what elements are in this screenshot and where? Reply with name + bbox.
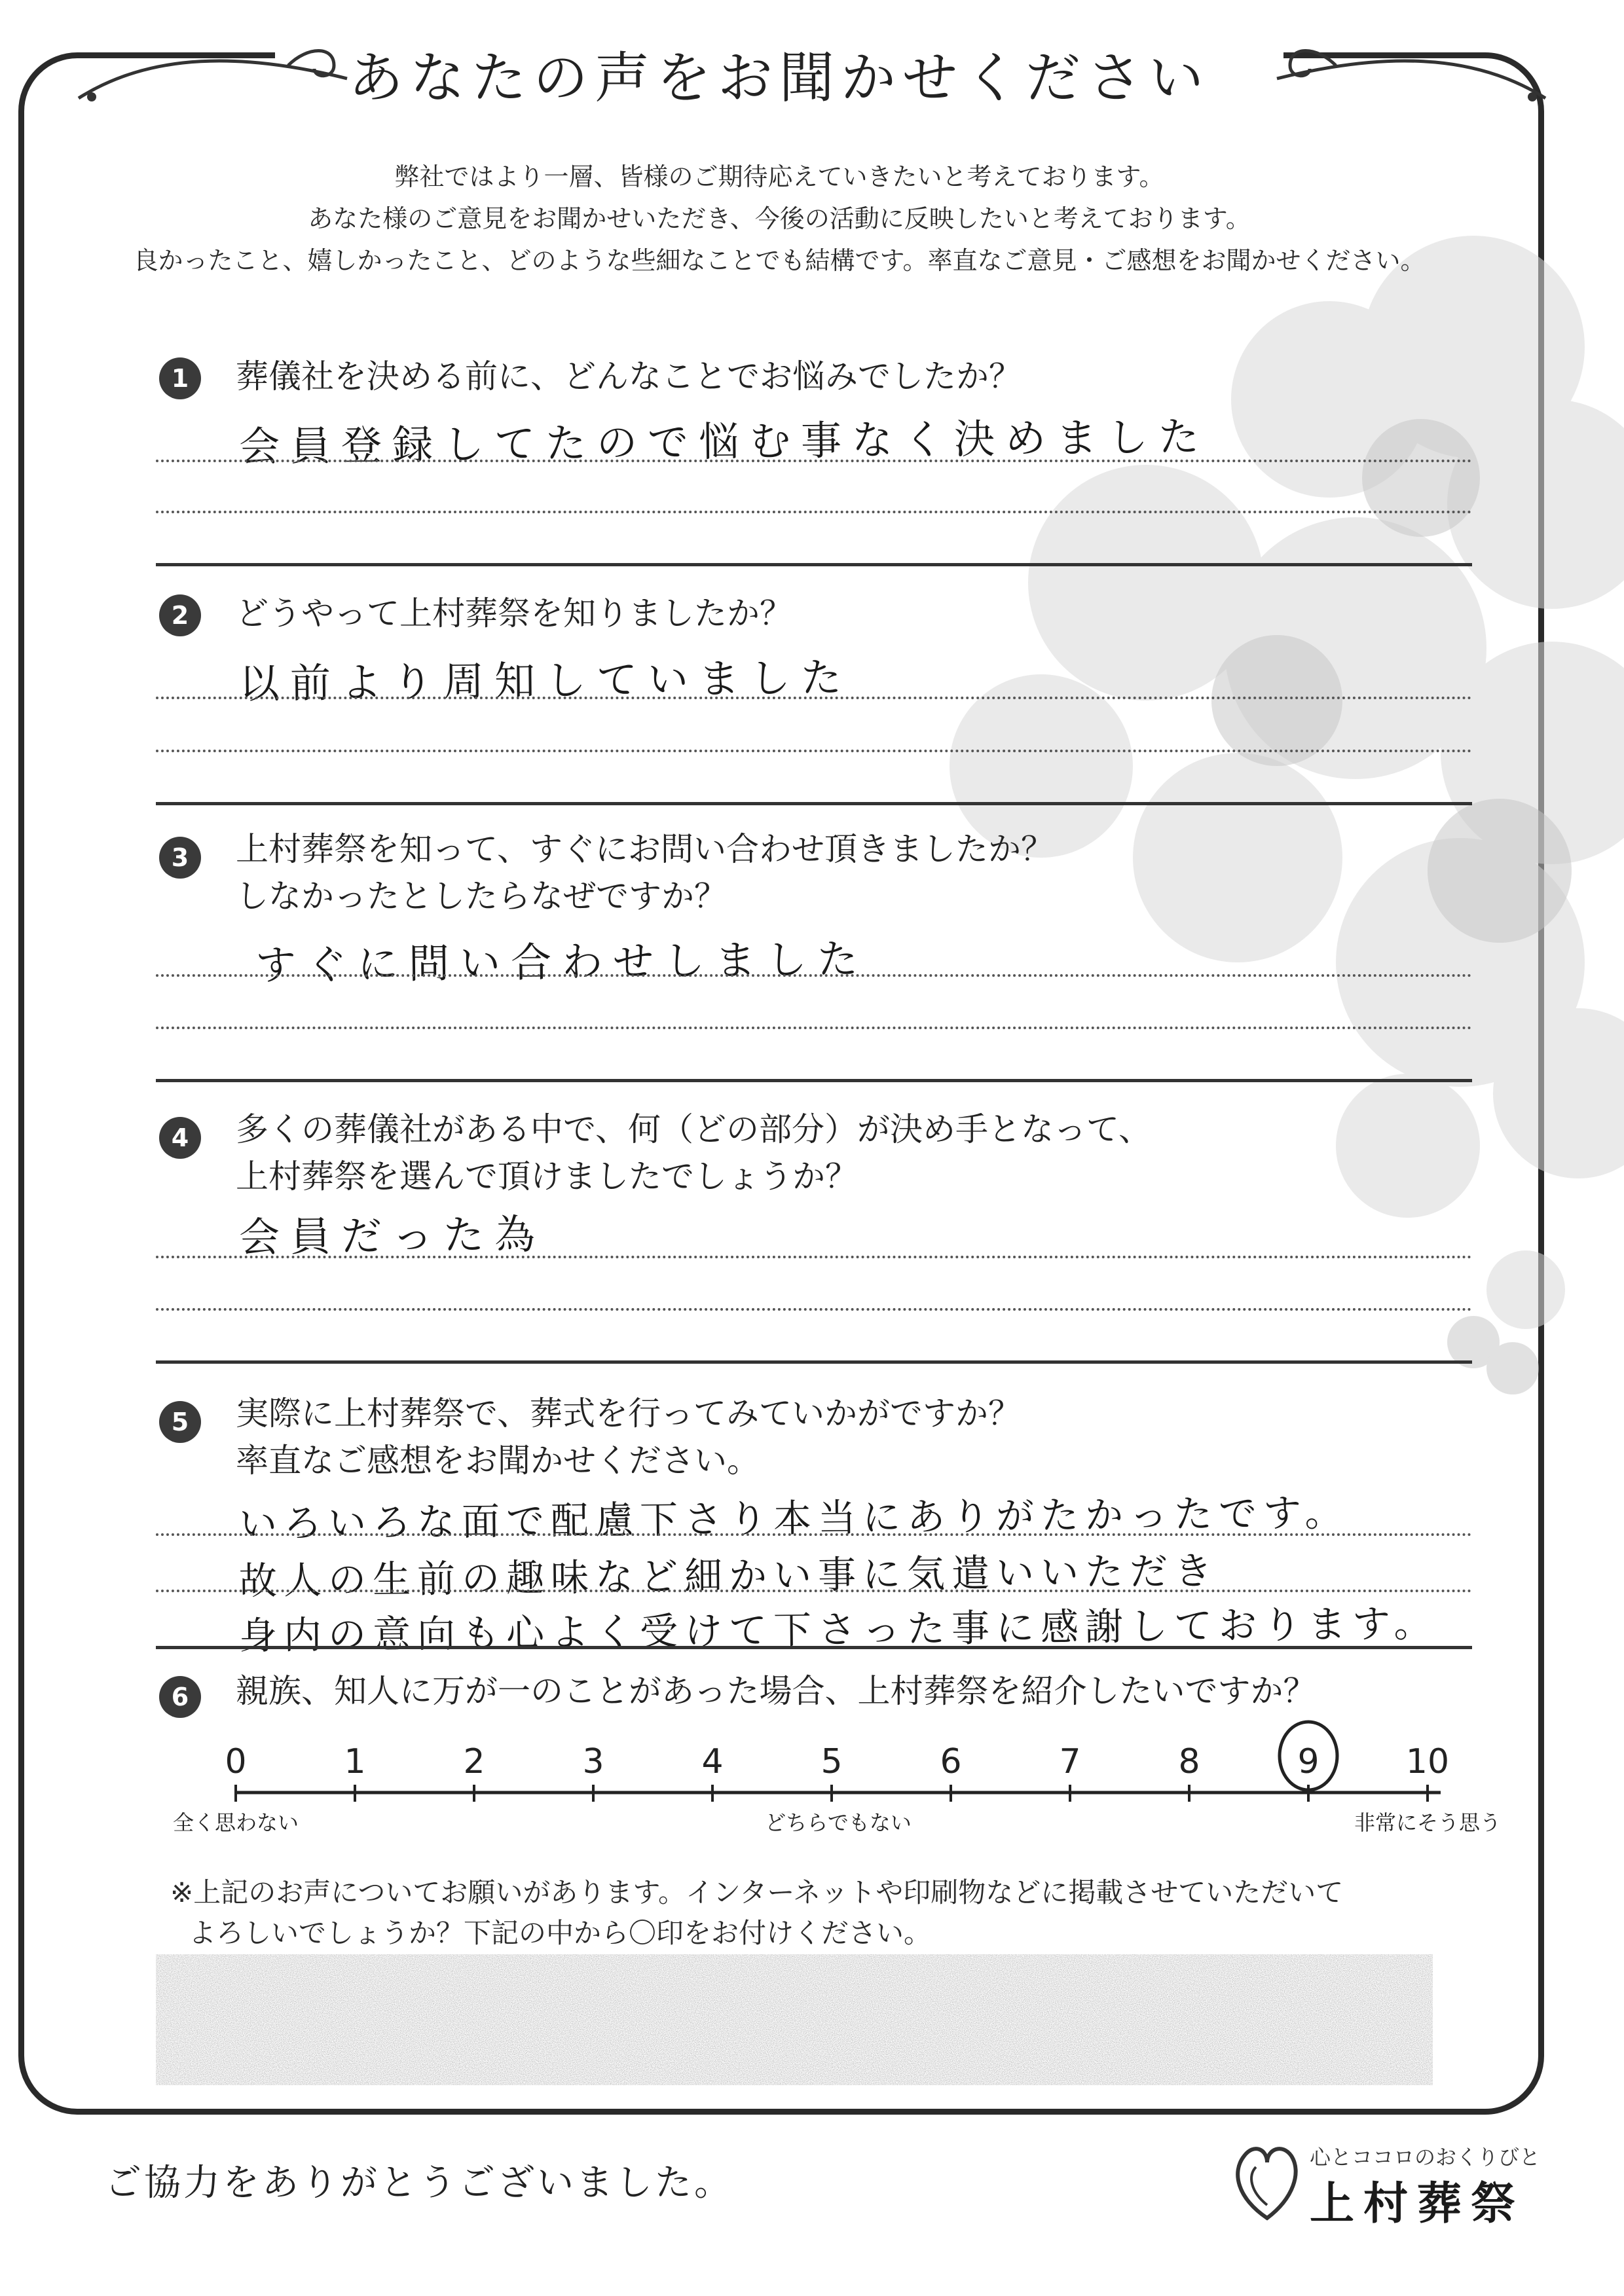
question-text: 上村葬祭を選んで頂けましたでしょうか？	[236, 1157, 858, 1195]
answer-line	[156, 460, 1472, 462]
notice-line: よろしいでしょうか？下記の中から〇印をお付けください。	[189, 1917, 932, 1949]
answer-line	[156, 1308, 1472, 1311]
publication-notice	[170, 1872, 1343, 1954]
section-divider	[156, 1646, 1472, 1649]
intro-line: 良かったこと、嬉しかったこと、どのような些細なことでも結構です。率直なご意見・ご感想をお聞かせください。	[133, 246, 1426, 275]
intro-text	[59, 156, 1500, 282]
intro-line: 弊社ではより一層、皆様のご期待応えていきたいと考えております。	[394, 162, 1164, 191]
question-text: 率直なご感想をお聞かせください。	[236, 1442, 760, 1480]
handwritten-answer: 以前より周知していました	[238, 653, 853, 708]
question-number-badge: 4	[159, 1117, 201, 1159]
answer-line	[156, 1256, 1472, 1258]
handwritten-answer: 会員だった為	[238, 1210, 546, 1262]
scale-label-middle: どちらでもない	[765, 1810, 912, 1835]
question-text: 実際に上村葬祭で、葬式を行ってみていかがですか？	[236, 1394, 1021, 1432]
scale-tick-label: 7	[1059, 1742, 1081, 1781]
question-text: 葬儀社を決める前に、どんなことでお悩みでしたか？	[236, 357, 1022, 395]
scale-tick-label: 8	[1178, 1742, 1200, 1781]
scale-tick-label: 9	[1297, 1742, 1320, 1781]
answer-line	[156, 1590, 1472, 1592]
section-divider	[156, 1079, 1472, 1082]
question-number-badge: 6	[159, 1676, 201, 1718]
section-divider	[156, 563, 1472, 566]
question-text: しなかったとしたらなぜですか？	[236, 877, 727, 915]
section-divider	[156, 802, 1472, 805]
scale-tick-label: 2	[463, 1742, 485, 1781]
question-number-badge: 5	[159, 1401, 201, 1443]
answer-line	[156, 750, 1472, 752]
question-number-badge: 1	[159, 357, 201, 399]
question-number-badge: 3	[159, 837, 201, 879]
answer-line	[156, 697, 1472, 699]
scale-tick-label: 0	[225, 1742, 247, 1781]
section-divider	[156, 1360, 1472, 1364]
answer-line	[156, 974, 1472, 977]
thank-you-message: ご協力をありがとうございました。	[105, 2162, 733, 2204]
question-text: 親族、知人に万が一のことがあった場合、上村葬祭を紹介したいですか？	[236, 1672, 1316, 1710]
page-title: あなたの声をお聞かせください	[348, 46, 1210, 110]
scale-tick-label: 6	[940, 1742, 962, 1781]
question-text: どうやって上村葬祭を知りましたか？	[236, 594, 792, 632]
handwritten-answer: すぐに問い合わせしました	[255, 935, 869, 989]
handwritten-answer: 会員登録してたので悩む事なく決めました	[238, 412, 1210, 471]
notice-line: ※上記のお声についてお願いがあります。インターネットや印刷物などに掲載させていただいて	[170, 1876, 1344, 1908]
redacted-response-area	[156, 1954, 1433, 2085]
answer-line	[156, 511, 1472, 513]
scale-label-right: 非常にそう思う	[1354, 1810, 1502, 1835]
question-text: 上村葬祭を知って、すぐにお問い合わせ頂きましたか？	[236, 830, 1054, 868]
scale-tick-label: 1	[344, 1742, 366, 1781]
handwritten-answer: 身内の意向も心よく受けて下さった事に感謝しております。	[238, 1601, 1439, 1658]
intro-line: あなた様のご意見をお聞かせいただき、今後の活動に反映したいと考えております。	[308, 204, 1251, 233]
handwritten-answer: いろいろな面で配慮下さり本当にありがたかったです。	[238, 1490, 1350, 1546]
scale-tick-label: 5	[821, 1742, 843, 1781]
scale-tick-label: 4	[701, 1742, 724, 1781]
company-logo-name: 上村葬祭	[1310, 2178, 1525, 2230]
handwritten-answer: 故人の生前の趣味など細かい事に気遣いいただき	[238, 1548, 1219, 1603]
scale-label-left: 全く思わない	[172, 1810, 299, 1835]
heart-logo-icon	[1231, 2140, 1303, 2225]
scale-tick-label: 10	[1405, 1742, 1450, 1781]
right-flourish-ornament	[1264, 39, 1552, 118]
scale-tick-label: 3	[582, 1742, 604, 1781]
logo-tagline: 心とココロのおくりびと	[1310, 2145, 1541, 2170]
answer-line	[156, 1027, 1472, 1029]
question-text: 多くの葬儀社がある中で、何（どの部分）が決め手となって、	[236, 1110, 1151, 1148]
answer-line	[156, 1533, 1472, 1536]
question-number-badge: 2	[159, 594, 201, 636]
